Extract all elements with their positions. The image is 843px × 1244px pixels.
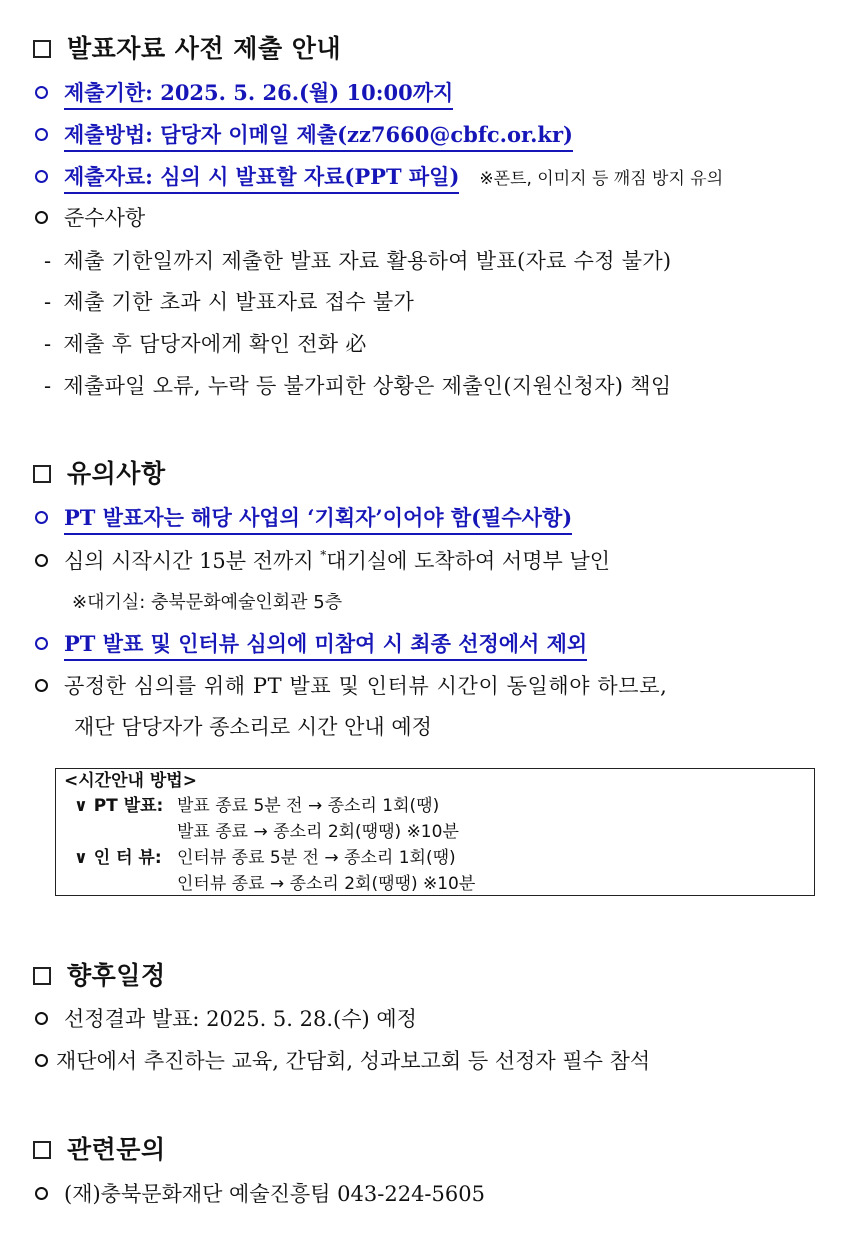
material-note: ※폰트, 이미지 등 깨짐 방지 유의: [479, 169, 724, 189]
circle-bullet-icon: [35, 86, 48, 99]
section-heading-cautions: 유의사항: [30, 461, 166, 486]
rule-item: - 제출 후 담당자에게 확인 전화 必: [44, 332, 367, 356]
pt-line-2: 발표 종료 → 종소리 2회(땡땡) ※10분: [177, 822, 459, 842]
rule-item: - 제출 기한일까지 제출한 발표 자료 활용하여 발표(자료 수정 불가): [44, 249, 672, 273]
caution-absence: PT 발표 및 인터뷰 심의에 미참여 시 최종 선정에서 제외: [30, 633, 587, 654]
circle-bullet-icon: [35, 1012, 48, 1025]
section-heading-submission: 발표자료 사전 제출 안내: [30, 36, 341, 61]
circle-bullet-icon: [35, 554, 48, 567]
time-guide-box: [55, 768, 815, 896]
checkbox-square-icon: [33, 967, 51, 985]
checkbox-square-icon: [33, 1141, 51, 1159]
caution-arrival: 심의 시작시간 15분 전까지 *대기실에 도착하여 서명부 날인: [30, 549, 610, 572]
schedule-attendance: 재단에서 추진하는 교육, 간담회, 성과보고회 등 선정자 필수 참석: [30, 1051, 650, 1072]
circle-bullet-icon: [35, 511, 48, 524]
circle-bullet-icon: [35, 637, 48, 650]
caution-fairness-cont: 재단 담당자가 종소리로 시간 안내 예정: [74, 715, 432, 739]
submission-material: 제출자료: 심의 시 발표할 자료(PPT 파일) ※폰트, 이미지 등 깨짐 방지 유의: [30, 166, 723, 188]
rule-item: - 제출파일 오류, 누락 등 불가피한 상황은 제출인(지원신청자) 책임: [44, 374, 672, 398]
time-guide-title: <시간안내 방법>: [64, 771, 197, 791]
pt-label: ∨ PT 발표:: [74, 796, 164, 816]
submission-method: 제출방법: 담당자 이메일 제출(zz7660@cbfc.or.kr): [30, 124, 573, 145]
circle-bullet-icon: [35, 211, 48, 224]
caution-presenter: PT 발표자는 해당 사업의 ‘기획자’이어야 함(필수사항): [30, 507, 572, 528]
checkbox-square-icon: [33, 40, 51, 58]
caution-fairness: 공정한 심의를 위해 PT 발표 및 인터뷰 시간이 동일해야 하므로,: [30, 676, 667, 697]
circle-bullet-icon: [35, 128, 48, 141]
section-heading-contact: 관련문의: [30, 1137, 166, 1162]
circle-bullet-icon: [35, 679, 48, 692]
section-heading-schedule: 향후일정: [30, 963, 166, 988]
rule-item: - 제출 기한 초과 시 발표자료 접수 불가: [44, 290, 415, 314]
checkbox-square-icon: [33, 465, 51, 483]
rules-title: 준수사항: [30, 208, 145, 229]
contact-info: (재)충북문화재단 예술진흥팀 043-224-5605: [30, 1184, 485, 1205]
interview-line-1: 인터뷰 종료 5분 전 → 종소리 1회(땡): [177, 848, 456, 868]
circle-bullet-icon: [35, 1187, 48, 1200]
pt-line-1: 발표 종료 5분 전 → 종소리 1회(땡): [177, 796, 440, 816]
submission-deadline: 제출기한: 2025. 5. 26.(월) 10:00까지: [30, 82, 453, 103]
circle-bullet-icon: [35, 170, 48, 183]
waiting-room-note: ※대기실: 충북문화예술인회관 5층: [72, 592, 343, 613]
interview-label: ∨ 인 터 뷰:: [74, 848, 162, 868]
interview-line-2: 인터뷰 종료 → 종소리 2회(땡땡) ※10분: [177, 874, 476, 894]
schedule-announce: 선정결과 발표: 2025. 5. 28.(수) 예정: [30, 1009, 417, 1030]
circle-bullet-icon: [35, 1054, 48, 1067]
